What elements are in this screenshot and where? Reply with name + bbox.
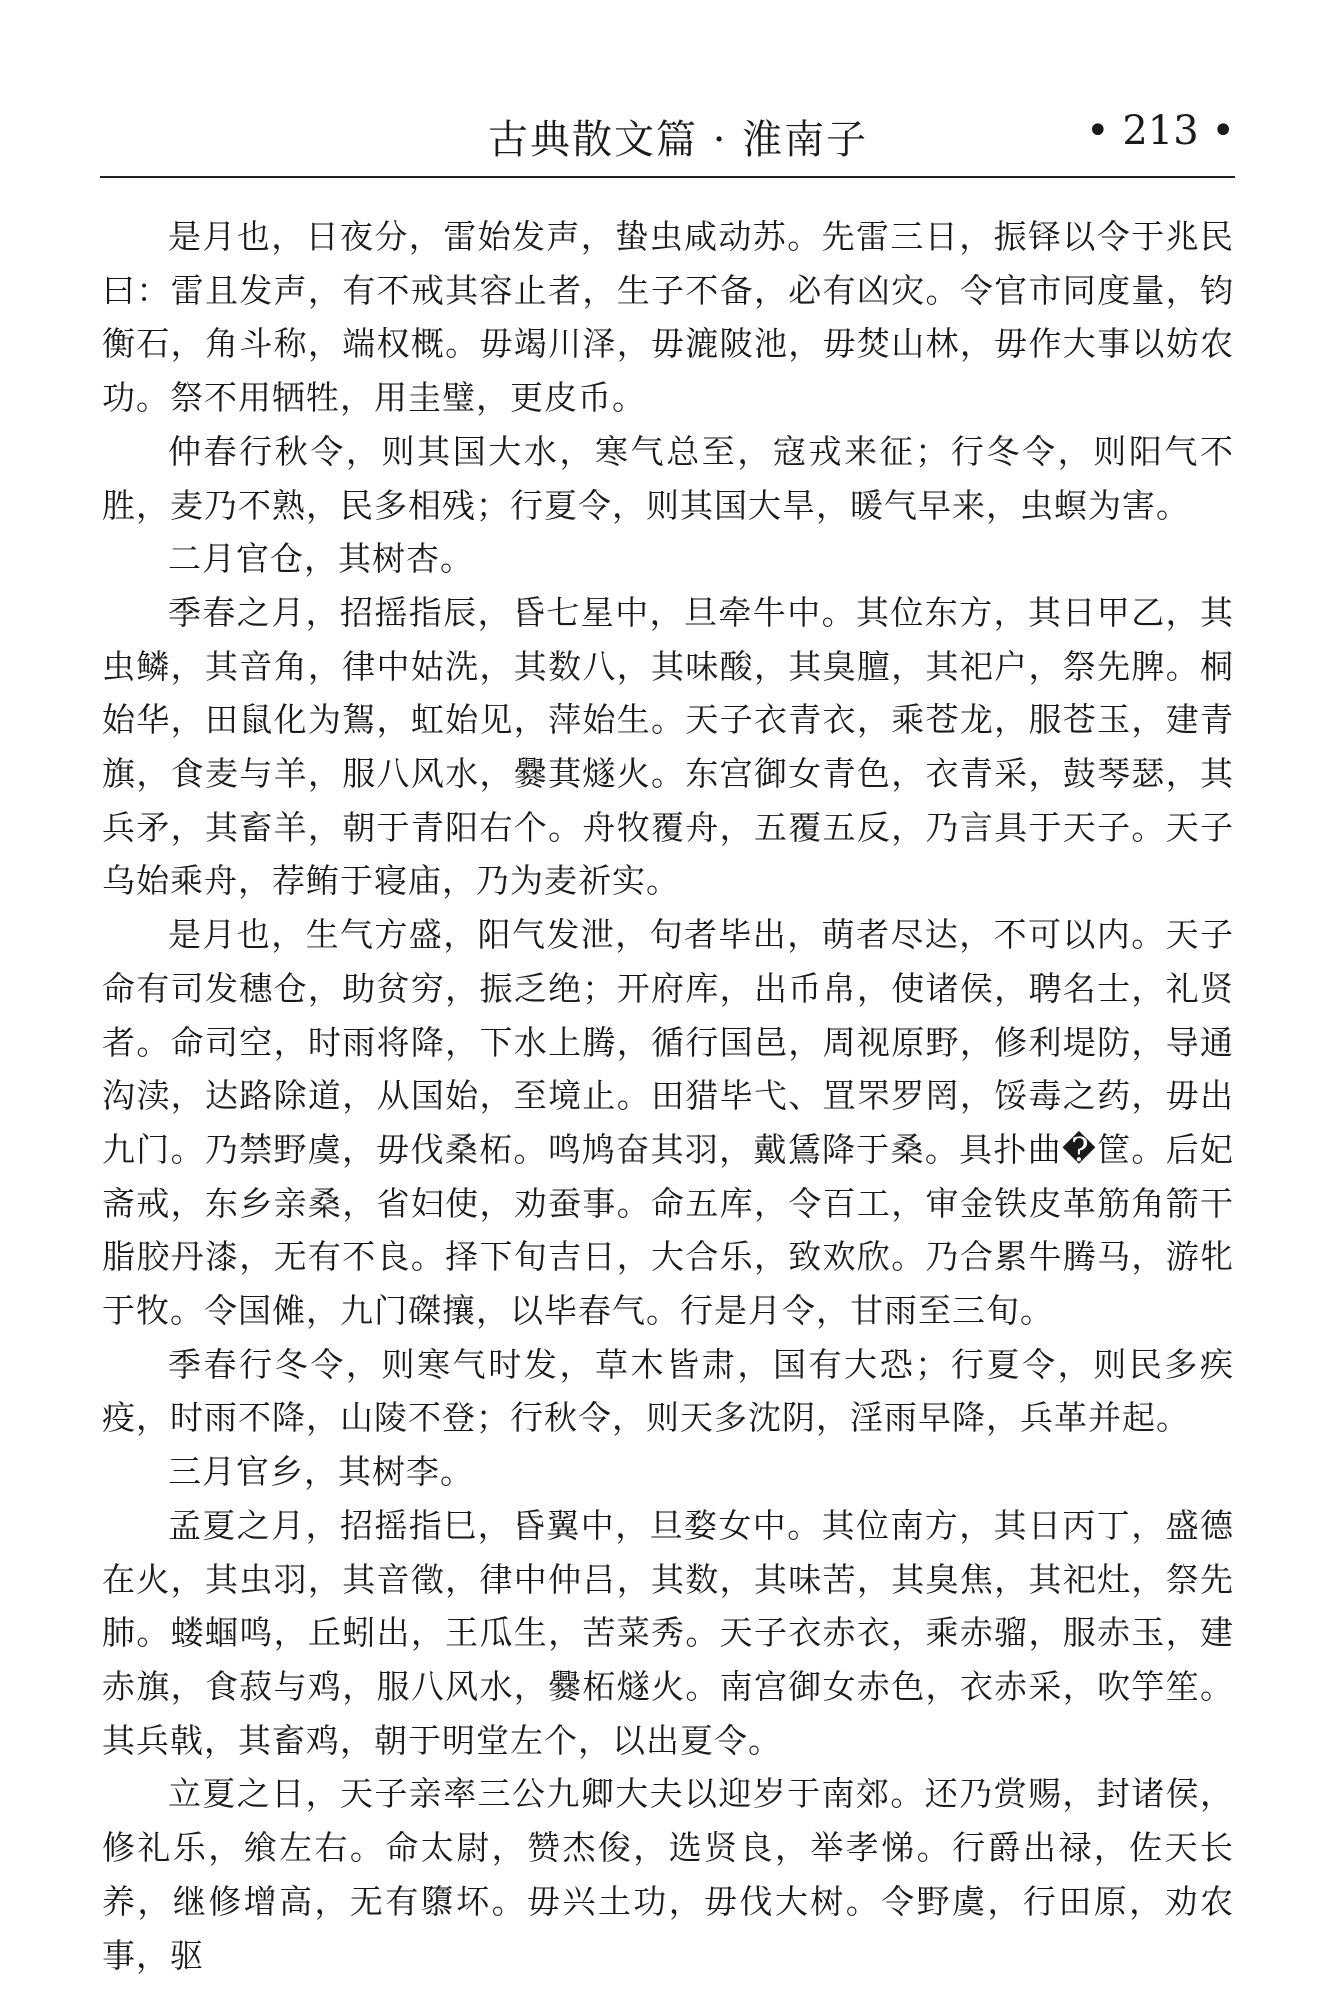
paragraph: 三月官乡，其树李。 (168, 1452, 474, 1492)
paragraph: 二月官仓，其树杏。 (168, 539, 474, 579)
paragraph: 是月也，生气方盛，阳气发泄，句者毕出，萌者尽达，不可以内。天子命有司发穗仓，助贫穷，振乏绝；开府库，出币帛，使诸侯，聘名士，礼贤者。命司空，时雨将降，下水上腾，循行国邑，周视原野，修利堤防，导通沟渎，达路除道，从国始，至境止。田猎毕弋、罝罘罗罔，馁毒之药，毋出九门。乃禁野虞，毋伐桑柘。鸣鸠奋其羽，戴鵀降于桑。具扑曲�筐。后妃斋戒，东乡亲桑，省妇使，劝蚕事。命五库，令百工，审金铁皮革筋角箭干脂胶丹漆，无有不良。择下旬吉日，大合乐，致欢欣。乃合累牛腾马，游牝于牧。令国傩，九门磔攘，以毕春气。行是月令，甘雨至三旬。 (102, 915, 1234, 1331)
paragraph: 季春之月，招摇指辰，昏七星中，旦牵牛中。其位东方，其日甲乙，其虫鳞，其音角，律中姑洗，其数八，其味酸，其臭膻，其祀户，祭先脾。桐始华，田鼠化为鴽，虹始见，萍始生。天子衣青衣，乘苍龙，服苍玉，建青旗，食麦与羊，服八风水，爨萁燧火。东宫御女青色，衣青采，鼓琴瑟，其兵矛，其畜羊，朝于青阳右个。舟牧覆舟，五覆五反，乃言具于天子。天子乌始乘舟，荐鲔于寝庙，乃为麦祈实。 (102, 592, 1234, 901)
running-header (100, 100, 1235, 178)
page-number: • 213 • (1086, 108, 1235, 154)
paragraph: 立夏之日，天子亲率三公九卿大夫以迎岁于南郊。还乃赏赐，封诸侯，修礼乐，飨左右。命太尉，赞杰俊，选贤良，举孝悌。行爵出禄，佐天长养，继修增高，无有隳坏。毋兴土功，毋伐大树。令野虞，行田原，劝农事，驱 (102, 1774, 1234, 1975)
paragraph: 孟夏之月，招摇指巳，昏翼中，旦婺女中。其位南方，其日丙丁，盛德在火，其虫羽，其音徵，律中仲吕，其数，其味苦，其臭焦，其祀灶，祭先肺。蝼蝈鸣，丘蚓出，王瓜生，苦菜秀。天子衣赤衣，乘赤骝，服赤玉，建赤旗，食菽与鸡，服八风水，爨柘燧火。南宫御女赤色，衣赤采，吹竽笙。其兵戟，其畜鸡，朝于明堂左个，以出夏令。 (102, 1505, 1234, 1760)
paragraph: 是月也，日夜分，雷始发声，蛰虫咸动苏。先雷三日，振铎以令于兆民曰：雷且发声，有不戒其容止者，生子不备，必有凶灾。令官市同度量，钧衡石，角斗称，端权概。毋竭川泽，毋漉陂池，毋焚山林，毋作大事以妨农功。祭不用牺牲，用圭璧，更皮币。 (102, 217, 1234, 418)
paragraph: 季春行冬令，则寒气时发，草木皆肃，国有大恐；行夏令，则民多疾疫，时雨不降，山陵不登；行秋令，则天多沈阴，淫雨早降，兵革并起。 (102, 1344, 1234, 1438)
paragraph: 仲春行秋令，则其国大水，寒气总至，寇戎来征；行冬令，则阳气不胜，麦乃不熟，民多相残；行夏令，则其国大旱，暖气早来，虫螟为害。 (102, 431, 1234, 525)
header-title: 古典散文篇 · 淮南子 (488, 117, 869, 163)
body-text (102, 210, 1234, 1982)
